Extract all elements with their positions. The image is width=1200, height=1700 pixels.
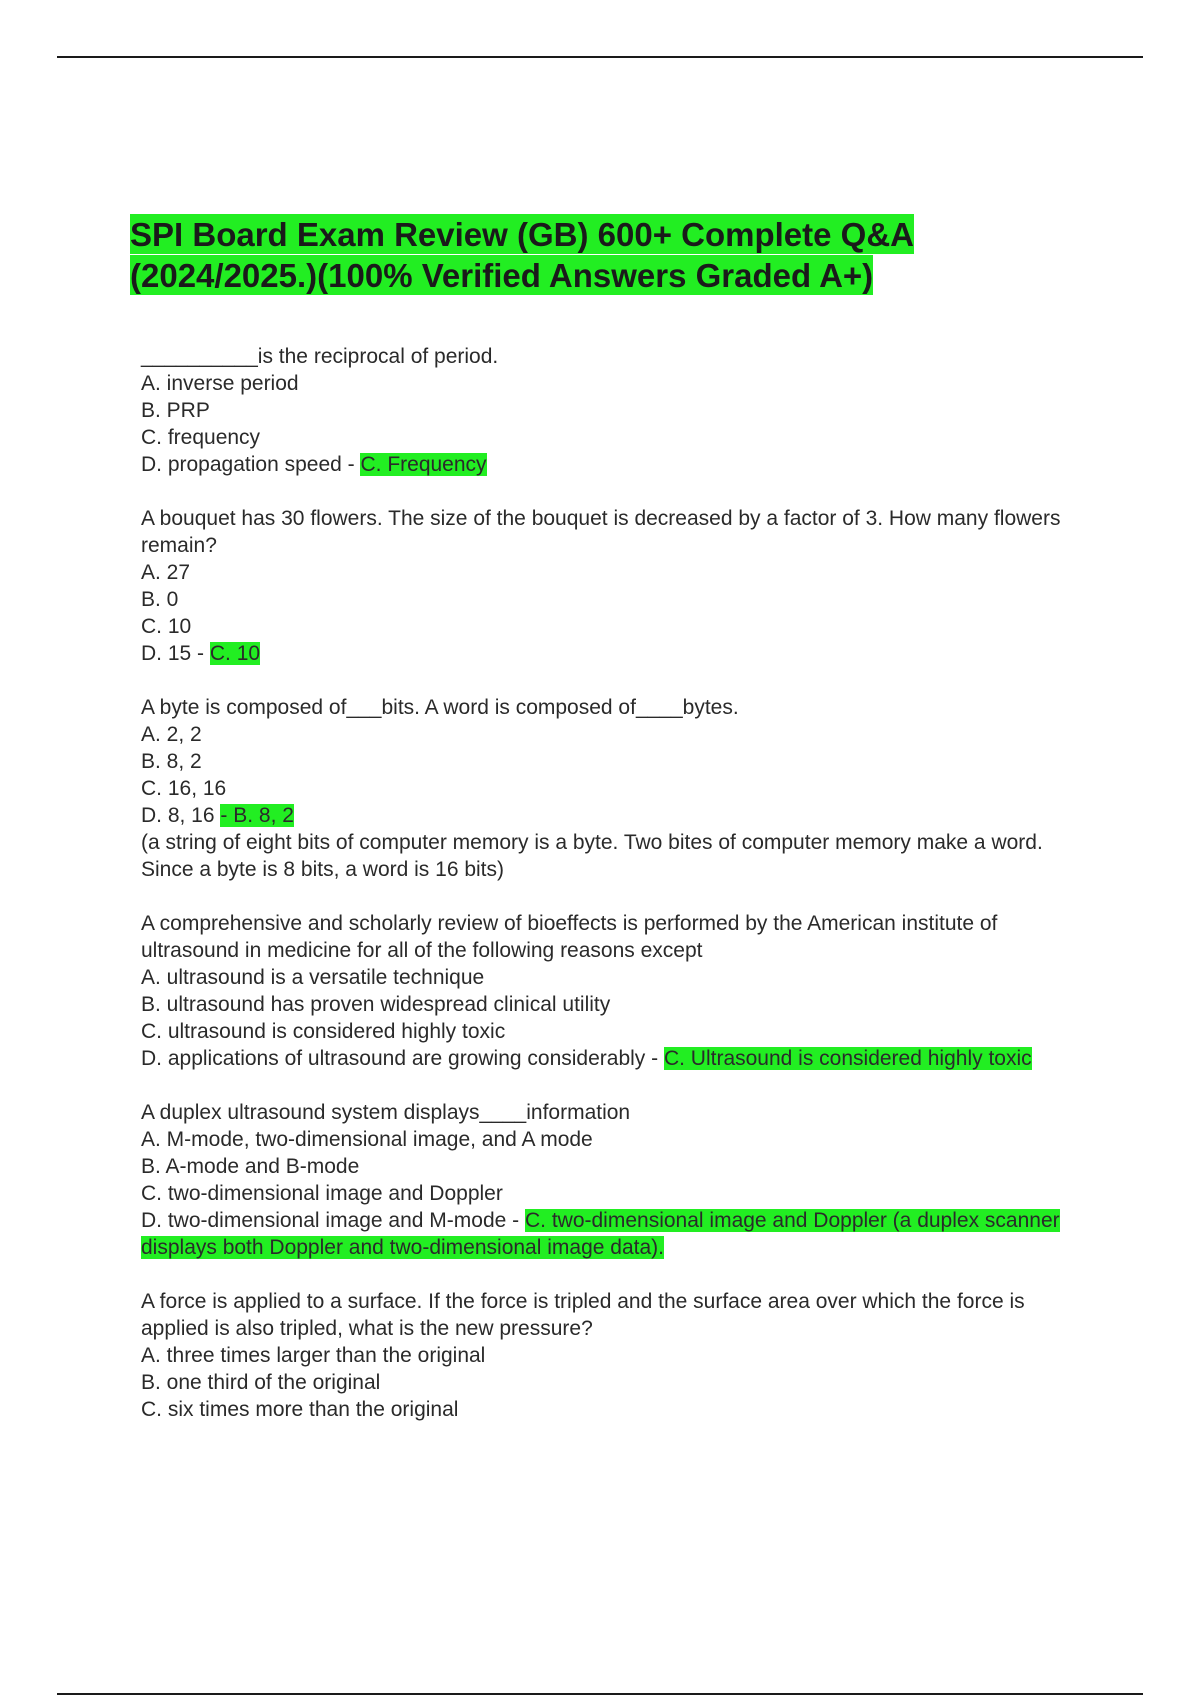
qa-item <box>141 343 1061 478</box>
option-with-answer <box>141 1207 1061 1261</box>
option: B. PRP <box>141 399 210 422</box>
header-rule <box>57 56 1143 58</box>
option: A. inverse period <box>141 372 299 395</box>
option: C. frequency <box>141 426 261 449</box>
answer-explanation: (a string of eight bits of computer memory is a byte. Two bites of computer memory make a word. Since a byte is 8 bits, a word is 16 bits) <box>141 831 1043 881</box>
option: A. 2, 2 <box>141 723 202 746</box>
answer-highlight: C. Frequency <box>360 453 487 476</box>
option: D. 15 - <box>141 642 210 665</box>
option-with-answer <box>141 1045 1061 1072</box>
option: A. M-mode, two-dimensional image, and A mode <box>141 1128 593 1151</box>
option: B. one third of the original <box>141 1371 381 1394</box>
option: A. 27 <box>141 561 191 584</box>
option: C. 10 <box>141 615 192 638</box>
option: C. six times more than the original <box>141 1398 459 1421</box>
option: A. ultrasound is a versatile technique <box>141 966 485 989</box>
title-line-1: SPI Board Exam Review (GB) 600+ Complete Q&A <box>130 216 914 253</box>
option: D. two-dimensional image and M-mode - <box>141 1209 525 1232</box>
question-stem: A byte is composed of___bits. A word is composed of____bytes. <box>141 696 739 719</box>
document-title <box>130 214 1130 296</box>
question-stem: A duplex ultrasound system displays____information <box>141 1101 631 1124</box>
option: B. A-mode and B-mode <box>141 1155 360 1178</box>
qa-item <box>141 1288 1061 1423</box>
question-stem: A comprehensive and scholarly review of bioeffects is performed by the American institute of ultrasound in medicine for all of the following reasons except <box>141 912 998 962</box>
option-with-answer <box>141 451 1061 478</box>
option: C. ultrasound is considered highly toxic <box>141 1020 506 1043</box>
option: B. 0 <box>141 588 179 611</box>
qa-item <box>141 505 1061 667</box>
qa-item <box>141 910 1061 1072</box>
footer-rule <box>57 1693 1143 1695</box>
option: D. applications of ultrasound are growing considerably - <box>141 1047 664 1070</box>
option: D. propagation speed - <box>141 453 361 476</box>
option-with-answer <box>141 802 1061 829</box>
qa-list <box>141 343 1061 1450</box>
option: A. three times larger than the original <box>141 1344 486 1367</box>
question-stem: A force is applied to a surface. If the force is tripled and the surface area over which the force is applied is also tripled, what is the new pressure? <box>141 1290 1025 1340</box>
answer-highlight: - B. 8, 2 <box>220 804 294 827</box>
option: B. 8, 2 <box>141 750 202 773</box>
answer-highlight: C. 10 <box>209 642 261 665</box>
qa-item <box>141 694 1061 883</box>
answer-highlight: C. two-dimensional image and Doppler (a duplex scanner displays both Doppler and two-dimensional image data). <box>141 1209 1060 1259</box>
option: C. two-dimensional image and Doppler <box>141 1182 503 1205</box>
title-line-2: (2024/2025.)(100% Verified Answers Graded A+) <box>130 257 874 294</box>
option: D. 8, 16 <box>141 804 221 827</box>
question-stem: A bouquet has 30 flowers. The size of the bouquet is decreased by a factor of 3. How many flowers remain? <box>141 507 1061 557</box>
option: B. ultrasound has proven widespread clinical utility <box>141 993 611 1016</box>
answer-highlight: C. Ultrasound is considered highly toxic <box>663 1047 1032 1070</box>
question-stem: __________is the reciprocal of period. <box>141 345 499 368</box>
option-with-answer <box>141 640 1061 667</box>
qa-item <box>141 1099 1061 1261</box>
option: C. 16, 16 <box>141 777 227 800</box>
